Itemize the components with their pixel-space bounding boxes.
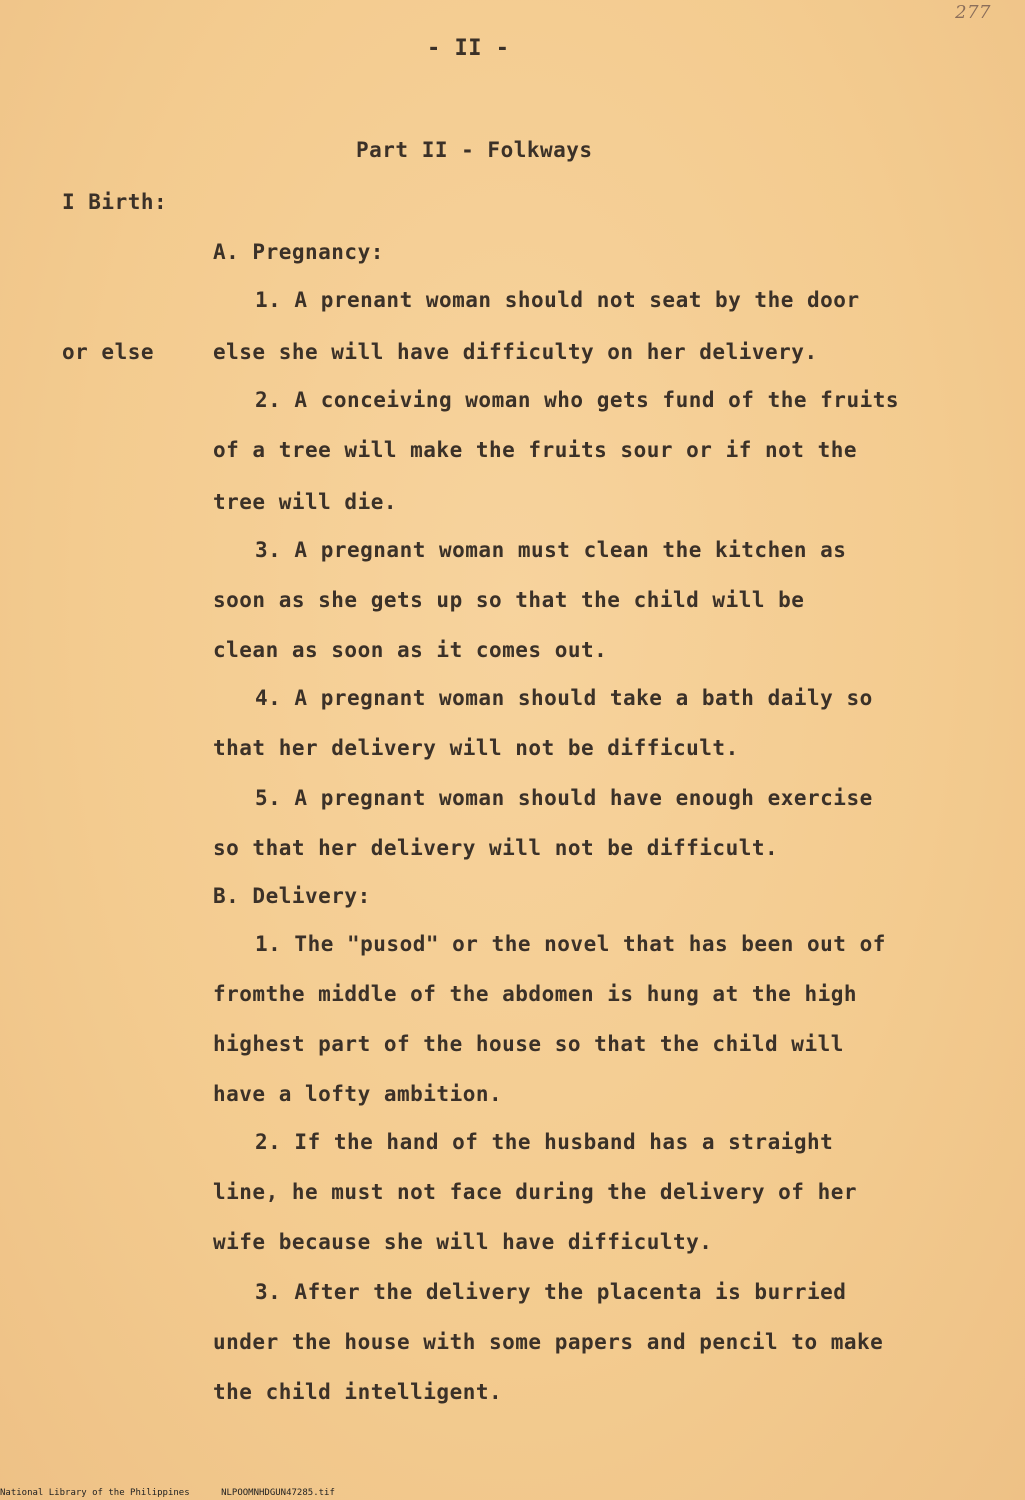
section-heading: I Birth: [62, 190, 168, 214]
text-line: clean as soon as it comes out. [213, 638, 608, 662]
text-line: soon as she gets up so that the child will be [213, 588, 805, 612]
text-line: 2. If the hand of the husband has a straight [255, 1130, 834, 1154]
text-line: 5. A pregnant woman should have enough exercise [255, 786, 873, 810]
subsection-heading: A. Pregnancy: [213, 240, 384, 264]
text-line: that her delivery will not be difficult. [213, 736, 739, 760]
footer-filename: NLPOOMNHDGUN47285.tif [221, 1488, 335, 1498]
text-line: highest part of the house so that the child will [213, 1032, 844, 1056]
text-line: under the house with some papers and pencil to make [213, 1330, 884, 1354]
margin-note: or else [62, 340, 155, 364]
text-line: 3. A pregnant woman must clean the kitchen as [255, 538, 847, 562]
text-line: fromthe middle of the abdomen is hung at the high [213, 982, 858, 1006]
text-line: 2. A conceiving woman who gets fund of the fruits [255, 388, 900, 412]
text-line: line, he must not face during the delivery of her [213, 1180, 858, 1204]
text-line: wife because she will have difficulty. [213, 1230, 713, 1254]
footer-library: National Library of the Philippines [0, 1488, 190, 1498]
text-line: of a tree will make the fruits sour or if not the [213, 438, 858, 462]
text-line: 4. A pregnant woman should take a bath daily so [255, 686, 873, 710]
text-line: 3. After the delivery the placenta is burried [255, 1280, 847, 1304]
subsection-heading: B. Delivery: [213, 884, 371, 908]
scan-footer [0, 1488, 361, 1498]
text-line: the child intelligent. [213, 1380, 503, 1404]
text-line: have a lofty ambition. [213, 1082, 503, 1106]
folio-number: 277 [955, 2, 991, 23]
text-line: tree will die. [213, 490, 398, 514]
text-line: else she will have difficulty on her delivery. [213, 340, 818, 364]
page-number: - II - [427, 36, 510, 61]
part-title: Part II - Folkways [356, 138, 593, 162]
text-line: 1. The "pusod" or the novel that has been out of [255, 932, 886, 956]
text-line: 1. A prenant woman should not seat by the door [255, 288, 860, 312]
text-line: so that her delivery will not be difficult. [213, 836, 779, 860]
